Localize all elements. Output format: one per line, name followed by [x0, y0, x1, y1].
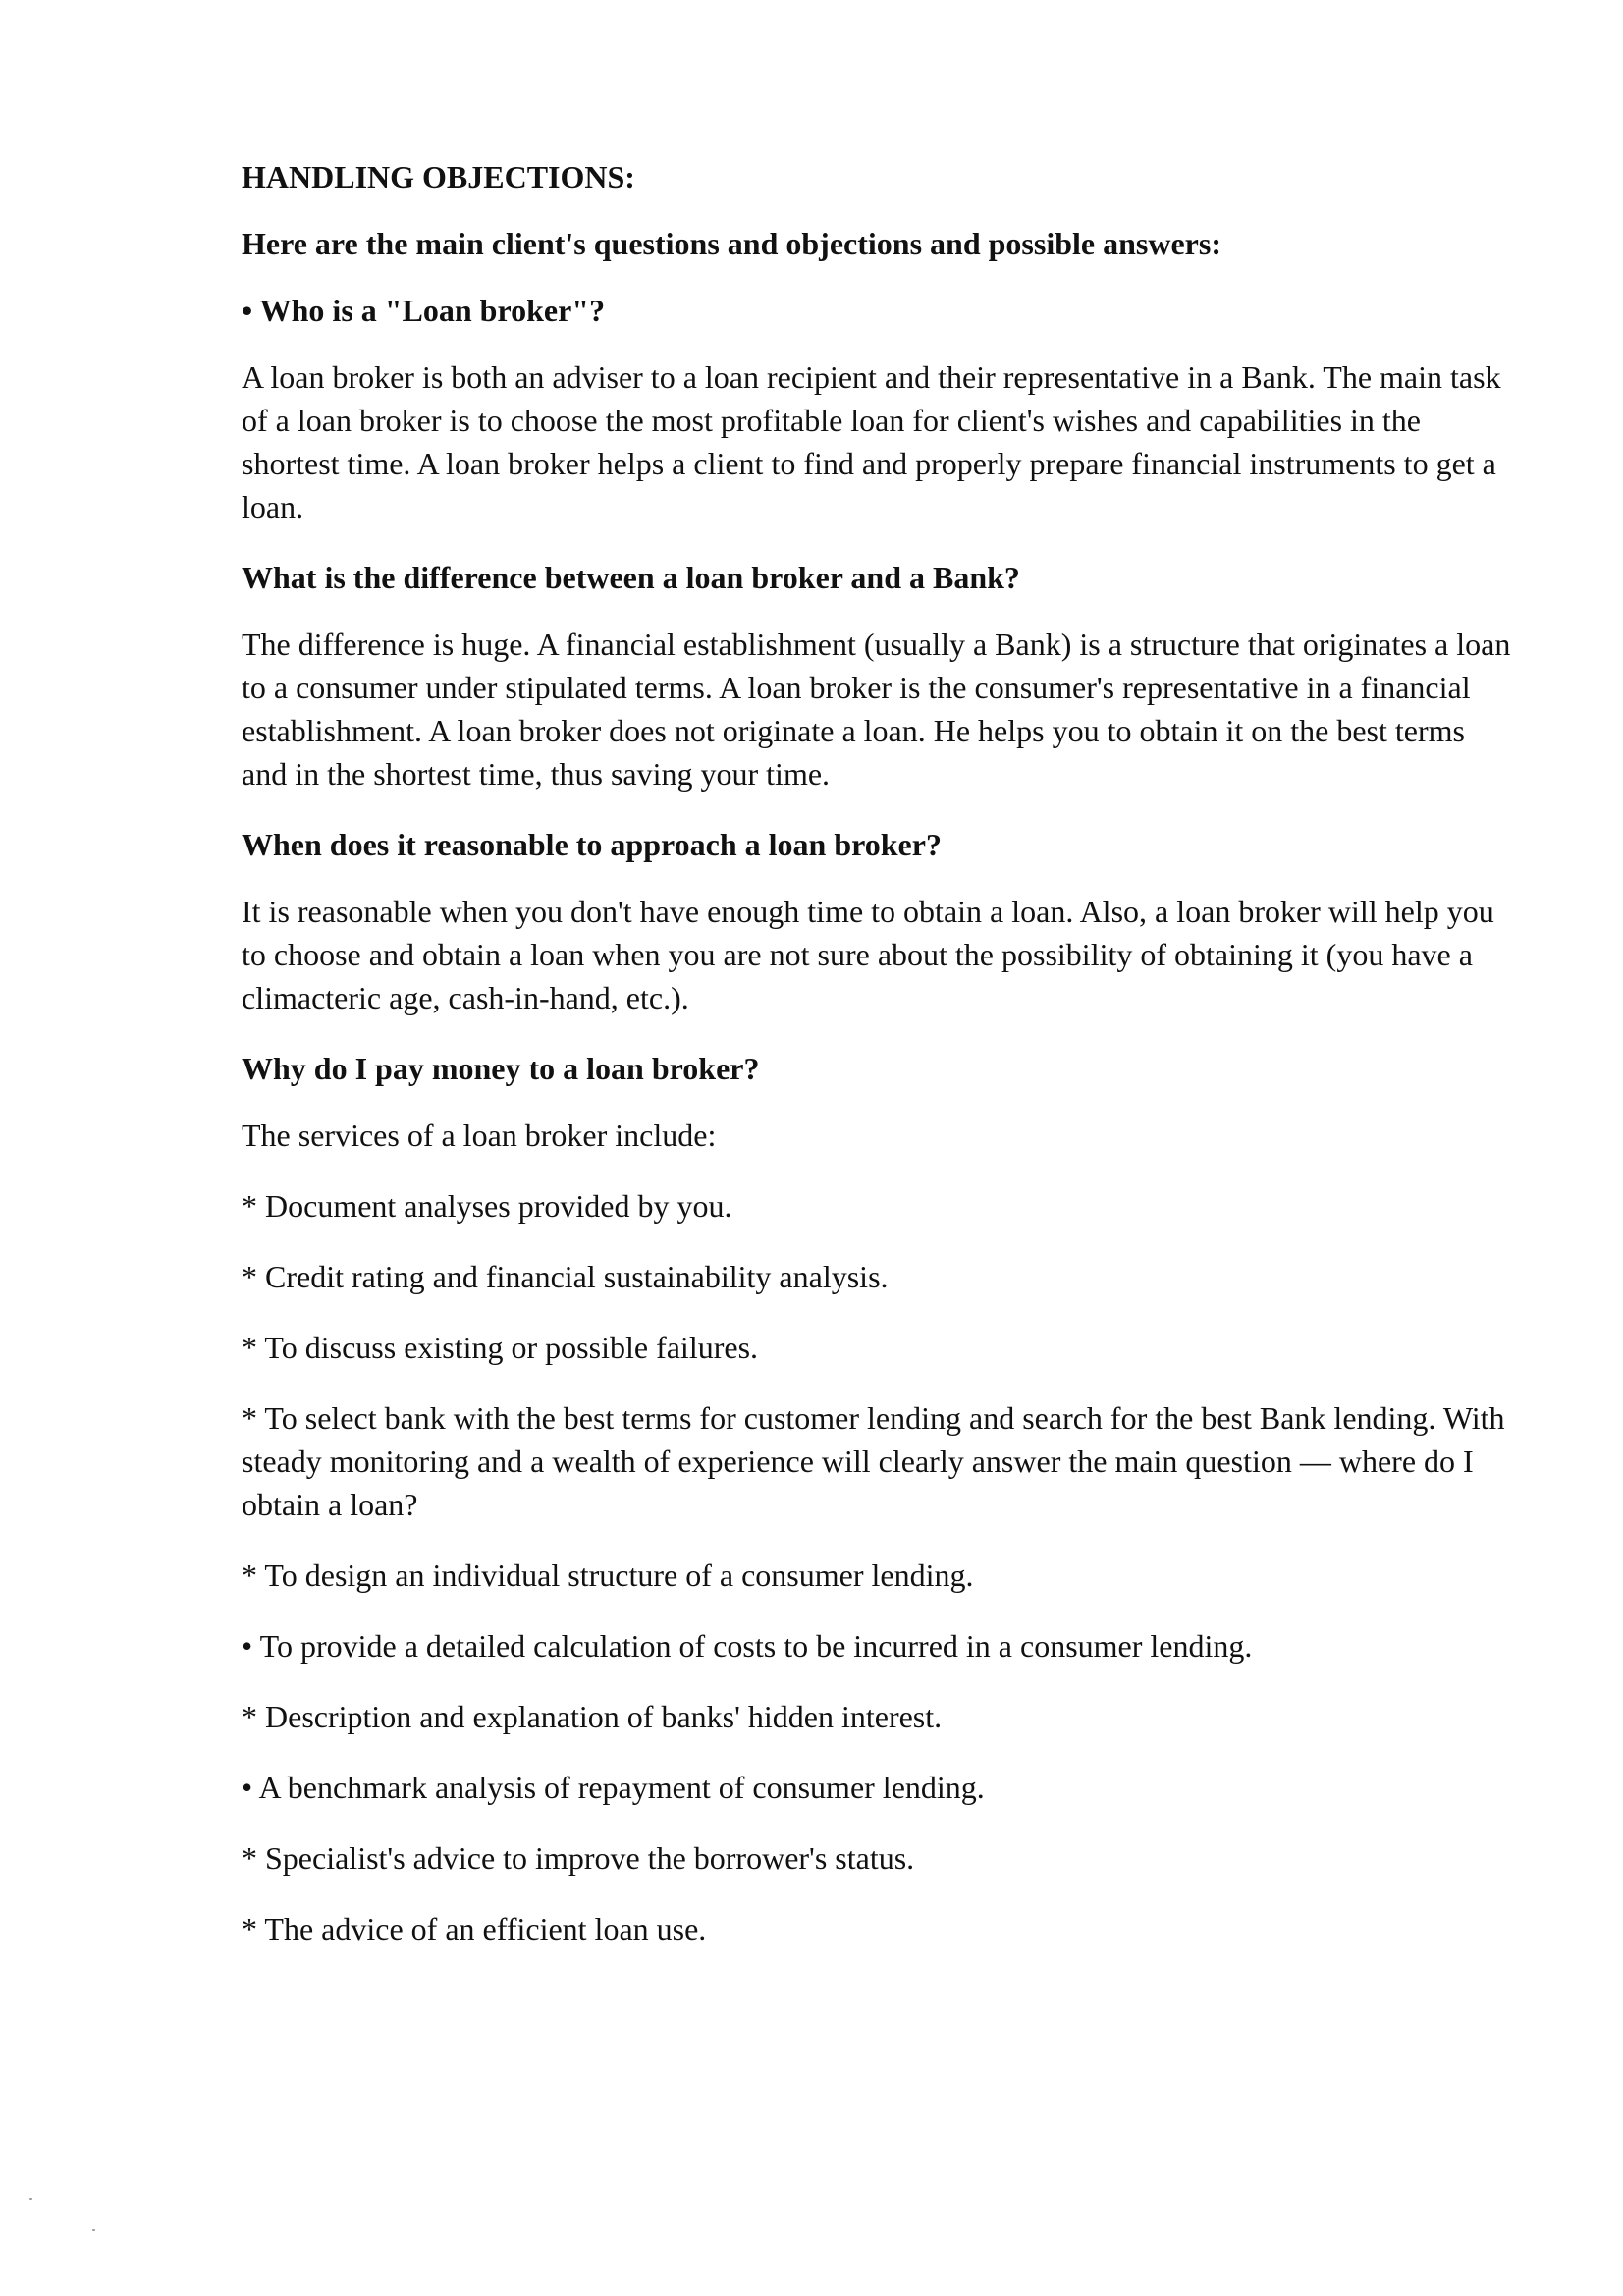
list-item: * Document analyses provided by you.	[242, 1188, 732, 1224]
intro-heading: Here are the main client's questions and objections and possible answers:	[242, 226, 1221, 261]
scan-speck	[92, 2229, 95, 2231]
answer-paragraph: The difference is huge. A financial establishment (usually a Bank) is a structure that originates a loan to a consumer under stipulated terms. A loan broker is the consumer's representative in a financial establishment. A loan broker does not originate a loan. He helps you to obtain it on the best terms and in the shortest time, thus saving your time.	[242, 627, 1511, 792]
list-item: * Credit rating and financial sustainability analysis.	[242, 1259, 889, 1294]
list-item: * To select bank with the best terms for customer lending and search for the best Bank lending. With steady monitoring and a wealth of experience will clearly answer the main question — where do I obtain a loan?	[242, 1400, 1505, 1522]
page-title: HANDLING OBJECTIONS:	[242, 159, 635, 194]
answer-paragraph: A loan broker is both an adviser to a loan recipient and their representative in a Bank. The main task of a loan broker is to choose the most profitable loan for client's wishes and capabilities in the shortest time. A loan broker helps a client to find and properly prepare financial instruments to get a loan.	[242, 359, 1501, 524]
list-item: • A benchmark analysis of repayment of consumer lending.	[242, 1770, 985, 1805]
question-heading: What is the difference between a loan broker and a Bank?	[242, 560, 1020, 595]
list-item: * To design an individual structure of a consumer lending.	[242, 1558, 974, 1593]
scan-speck	[29, 2198, 32, 2200]
answer-paragraph: The services of a loan broker include:	[242, 1118, 717, 1153]
list-item: • To provide a detailed calculation of costs to be incurred in a consumer lending.	[242, 1628, 1253, 1664]
list-item: * To discuss existing or possible failures.	[242, 1330, 759, 1365]
question-heading: • Who is a "Loan broker"?	[242, 293, 606, 328]
list-item: * Specialist's advice to improve the borrower's status.	[242, 1840, 915, 1876]
answer-paragraph: It is reasonable when you don't have enough time to obtain a loan. Also, a loan broker will help you to choose and obtain a loan when you are not sure about the possibility of obtaining it (you have a climacteric age, cash-in-hand, etc.).	[242, 894, 1494, 1015]
list-item: * Description and explanation of banks' hidden interest.	[242, 1699, 943, 1734]
question-heading: When does it reasonable to approach a loan broker?	[242, 827, 942, 862]
list-item: * The advice of an efficient loan use.	[242, 1911, 707, 1946]
question-heading: Why do I pay money to a loan broker?	[242, 1051, 760, 1086]
document-body	[242, 155, 1518, 1978]
